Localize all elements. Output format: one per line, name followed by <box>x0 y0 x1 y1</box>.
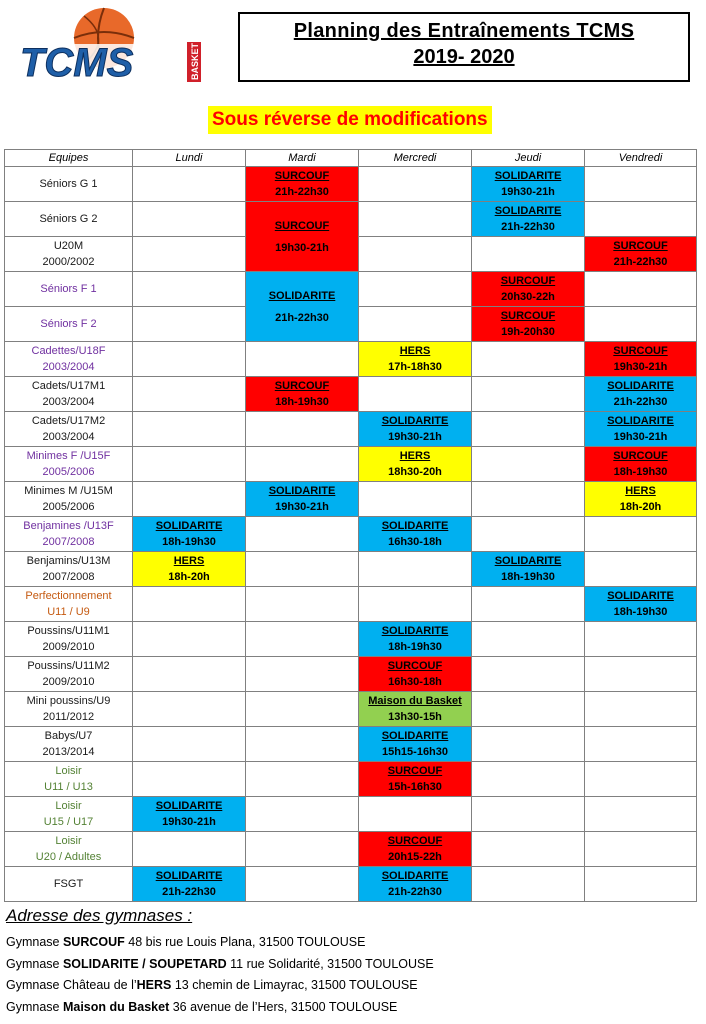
empty-cell <box>359 587 472 622</box>
team-name: U20M <box>53 240 84 252</box>
empty-cell <box>472 762 585 797</box>
gym-name: SURCOUF <box>387 660 443 672</box>
empty-cell <box>133 482 246 517</box>
empty-cell <box>246 692 359 727</box>
team-name: Mini poussins/U9 <box>26 695 111 707</box>
training-schedule-table <box>4 149 697 902</box>
team-name: Minimes M /U15M <box>24 485 113 497</box>
table-row <box>5 167 697 202</box>
team-cell <box>5 622 133 657</box>
empty-cell <box>133 377 246 412</box>
team-years: 2005/2006 <box>42 466 95 478</box>
table-row <box>5 692 697 727</box>
empty-cell <box>585 657 697 692</box>
slot-cell <box>246 167 359 202</box>
gym-name: SURCOUF <box>613 240 668 252</box>
table-row <box>5 202 697 237</box>
empty-cell <box>359 167 472 202</box>
table-row <box>5 517 697 552</box>
empty-cell <box>246 832 359 867</box>
team-cell <box>5 587 133 622</box>
gym-name: SOLIDARITE <box>607 415 674 427</box>
slot-time: 21h-22h30 <box>275 186 329 198</box>
team-years: U11 / U13 <box>44 781 93 793</box>
address-street: 11 rue Solidarité, 31500 TOULOUSE <box>226 956 434 971</box>
gym-name: SOLIDARITE <box>607 380 674 392</box>
column-header: Equipes <box>5 150 133 167</box>
gym-name: HERS <box>173 555 205 567</box>
slot-cell <box>359 622 472 657</box>
empty-cell <box>585 692 697 727</box>
team-cell <box>5 237 133 272</box>
slot-cell <box>359 447 472 482</box>
slot-time: 19h30-21h <box>613 361 668 373</box>
empty-cell <box>359 272 472 307</box>
tcms-logo <box>12 6 204 86</box>
team-years: U15 / U17 <box>43 816 94 828</box>
empty-cell <box>246 447 359 482</box>
table-row <box>5 412 697 447</box>
empty-cell <box>359 377 472 412</box>
slot-cell <box>472 202 585 237</box>
empty-cell <box>359 202 472 237</box>
slot-cell <box>133 517 246 552</box>
empty-cell <box>133 622 246 657</box>
slot-time: 16h30-18h <box>388 676 442 688</box>
slot-time: 21h-22h30 <box>613 396 668 408</box>
gym-name: SURCOUF <box>274 380 330 392</box>
slot-time: 21h-22h30 <box>388 886 442 898</box>
gym-name: SOLIDARITE <box>268 289 336 302</box>
slot-time: 13h30-15h <box>388 711 442 723</box>
slot-time: 20h30-22h <box>501 291 555 303</box>
slot-time: 19h30-21h <box>388 431 442 443</box>
modification-notice: Sous réverse de modifications <box>208 106 492 134</box>
gym-name: SOLIDARITE <box>381 870 449 882</box>
address-line <box>6 975 434 997</box>
empty-cell <box>585 167 697 202</box>
empty-cell <box>472 447 585 482</box>
empty-cell <box>585 727 697 762</box>
team-name: FSGT <box>53 878 84 890</box>
slot-cell <box>585 412 697 447</box>
team-years: 2003/2004 <box>42 431 95 443</box>
team-years: 2011/2012 <box>42 711 95 723</box>
slot-time: 21h-22h30 <box>501 221 555 233</box>
team-name: Séniors F 1 <box>40 283 97 295</box>
slot-time: 19h-20h30 <box>501 326 555 338</box>
slot-time: 18h-19h30 <box>275 396 329 408</box>
gym-name: HERS <box>399 450 431 462</box>
slot-time: 15h-16h30 <box>388 781 442 793</box>
empty-cell <box>133 307 246 342</box>
empty-cell <box>133 272 246 307</box>
address-line <box>6 954 434 976</box>
logo-subtext: BASKET <box>190 42 200 80</box>
column-header: Jeudi <box>472 150 585 167</box>
table-row <box>5 727 697 762</box>
empty-cell <box>472 657 585 692</box>
team-name: Séniors G 2 <box>39 213 98 225</box>
gym-name: SOLIDARITE <box>381 520 449 532</box>
gym-name: SURCOUF <box>274 170 330 182</box>
empty-cell <box>585 762 697 797</box>
addresses-heading: Adresse des gymnases : <box>6 906 193 925</box>
slot-time: 15h15-16h30 <box>381 746 449 758</box>
slot-time: 16h30-18h <box>388 536 442 548</box>
team-cell <box>5 727 133 762</box>
gym-name: SURCOUF <box>613 345 668 357</box>
team-name: Séniors G 1 <box>39 178 98 190</box>
team-years: 2003/2004 <box>42 361 95 373</box>
slot-cell <box>585 237 697 272</box>
slot-cell <box>359 727 472 762</box>
empty-cell <box>472 622 585 657</box>
team-cell <box>5 482 133 517</box>
empty-cell <box>246 657 359 692</box>
team-cell <box>5 167 133 202</box>
team-years: 2009/2010 <box>42 676 95 688</box>
season: 2019- 2020 <box>413 46 515 68</box>
empty-cell <box>472 692 585 727</box>
slot-cell <box>133 867 246 902</box>
team-name: Cadets/U17M1 <box>31 380 106 392</box>
empty-cell <box>472 727 585 762</box>
gym-name: SOLIDARITE <box>381 730 449 742</box>
empty-cell <box>246 517 359 552</box>
empty-cell <box>246 342 359 377</box>
table-row <box>5 867 697 902</box>
team-years: 2007/2008 <box>42 571 95 583</box>
empty-cell <box>246 552 359 587</box>
column-header: Mardi <box>246 150 359 167</box>
table-row <box>5 762 697 797</box>
team-years: 2003/2004 <box>42 396 95 408</box>
table-row <box>5 342 697 377</box>
slot-cell <box>359 342 472 377</box>
empty-cell <box>133 657 246 692</box>
empty-cell <box>246 622 359 657</box>
logo-text: TCMS <box>20 41 134 85</box>
slot-time: 19h30-21h <box>275 501 329 513</box>
team-years: 2009/2010 <box>42 641 95 653</box>
gym-name: SOLIDARITE <box>155 520 223 532</box>
table-row <box>5 272 697 307</box>
table-row <box>5 832 697 867</box>
slot-time: 18h-20h <box>619 501 662 513</box>
team-years: U11 / U9 <box>47 606 90 618</box>
title-box <box>238 12 690 82</box>
gym-name: SURCOUF <box>387 765 443 777</box>
table-row <box>5 622 697 657</box>
slot-time: 19h30-21h <box>162 816 216 828</box>
gym-name: SOLIDARITE <box>381 415 449 427</box>
empty-cell <box>472 237 585 272</box>
team-cell <box>5 377 133 412</box>
team-name: Poussins/U11M2 <box>27 660 110 672</box>
gym-name: SURCOUF <box>62 935 125 949</box>
empty-cell <box>472 832 585 867</box>
slot-cell <box>585 447 697 482</box>
team-name: Loisir <box>55 765 82 777</box>
address-prefix: Gymnase <box>6 956 63 971</box>
slot-time: 19h30-21h <box>613 431 668 443</box>
slot-time: 18h-19h30 <box>613 606 668 618</box>
address-prefix: Gymnase <box>6 999 63 1014</box>
slot-time: 18h-19h30 <box>501 571 555 583</box>
slot-cell <box>359 762 472 797</box>
team-cell <box>5 202 133 237</box>
empty-cell <box>472 797 585 832</box>
address-line <box>6 997 434 1019</box>
team-name: Loisir <box>55 835 82 847</box>
team-years: 2000/2002 <box>42 256 95 268</box>
empty-cell <box>246 762 359 797</box>
team-name: Cadettes/U18F <box>31 345 106 357</box>
team-cell <box>5 307 133 342</box>
slot-time: 17h-18h30 <box>388 361 442 373</box>
empty-cell <box>472 867 585 902</box>
empty-cell <box>246 412 359 447</box>
slot-cell <box>472 552 585 587</box>
table-row <box>5 797 697 832</box>
team-name: Séniors F 2 <box>40 318 97 330</box>
slot-cell <box>359 517 472 552</box>
empty-cell <box>246 867 359 902</box>
team-years: U20 / Adultes <box>35 851 102 863</box>
slot-cell <box>359 867 472 902</box>
slot-time: 18h-19h30 <box>162 536 216 548</box>
slot-cell <box>246 202 359 272</box>
team-cell <box>5 762 133 797</box>
gym-name: SURCOUF <box>613 450 668 462</box>
empty-cell <box>585 797 697 832</box>
empty-cell <box>585 517 697 552</box>
table-row <box>5 657 697 692</box>
team-years: 2013/2014 <box>42 746 95 758</box>
column-header: Mercredi <box>359 150 472 167</box>
gym-name: HERS <box>625 485 656 497</box>
team-cell <box>5 447 133 482</box>
address-street: 48 bis rue Louis Plana, 31500 TOULOUSE <box>124 935 366 949</box>
empty-cell <box>585 552 697 587</box>
empty-cell <box>246 587 359 622</box>
gym-name: SOLIDARITE / SOUPETARD <box>62 956 227 971</box>
slot-time: 18h30-20h <box>388 466 442 478</box>
column-header: Vendredi <box>585 150 697 167</box>
slot-cell <box>585 482 697 517</box>
gym-name: SOLIDARITE <box>494 555 562 567</box>
empty-cell <box>585 832 697 867</box>
team-name: Cadets/U17M2 <box>31 415 106 427</box>
team-cell <box>5 552 133 587</box>
team-cell <box>5 797 133 832</box>
empty-cell <box>585 622 697 657</box>
address-line <box>6 932 434 954</box>
slot-cell <box>246 377 359 412</box>
empty-cell <box>133 342 246 377</box>
empty-cell <box>585 867 697 902</box>
gym-name: SOLIDARITE <box>381 625 449 637</box>
slot-cell <box>359 412 472 447</box>
gym-name: SOLIDARITE <box>607 590 674 602</box>
team-name: Babys/U7 <box>44 730 93 742</box>
slot-cell <box>359 657 472 692</box>
team-cell <box>5 412 133 447</box>
empty-cell <box>133 832 246 867</box>
gym-name: SOLIDARITE <box>494 170 562 182</box>
slot-time: 21h-22h30 <box>275 311 329 324</box>
slot-cell <box>246 482 359 517</box>
header-row <box>5 150 697 167</box>
slot-cell <box>585 587 697 622</box>
empty-cell <box>359 237 472 272</box>
slot-cell <box>133 797 246 832</box>
empty-cell <box>472 587 585 622</box>
slot-cell <box>133 552 246 587</box>
slot-cell <box>359 692 472 727</box>
page-title: Planning des Entraînements TCMS <box>293 20 635 42</box>
slot-cell <box>585 377 697 412</box>
team-name: Perfectionnement <box>25 590 112 602</box>
team-name: Poussins/U11M1 <box>27 625 110 637</box>
gym-name: Maison du Basket <box>368 695 462 707</box>
table-row <box>5 377 697 412</box>
slot-cell <box>472 307 585 342</box>
empty-cell <box>585 272 697 307</box>
empty-cell <box>133 587 246 622</box>
gym-name: SOLIDARITE <box>268 485 336 497</box>
empty-cell <box>359 797 472 832</box>
slot-cell <box>585 342 697 377</box>
empty-cell <box>359 482 472 517</box>
addresses-list <box>6 932 434 1018</box>
slot-time: 18h-20h <box>168 571 210 583</box>
team-cell <box>5 272 133 307</box>
gym-name: HERS <box>136 978 172 992</box>
slot-time: 21h-22h30 <box>162 886 216 898</box>
basketball-logo-icon <box>12 6 204 86</box>
empty-cell <box>472 517 585 552</box>
empty-cell <box>359 552 472 587</box>
slot-time: 18h-19h30 <box>388 641 442 653</box>
empty-cell <box>246 797 359 832</box>
address-street: 13 chemin de Limayrac, 31500 TOULOUSE <box>171 978 418 992</box>
empty-cell <box>472 377 585 412</box>
empty-cell <box>133 167 246 202</box>
gym-name: SOLIDARITE <box>155 800 223 812</box>
team-name: Loisir <box>55 800 82 812</box>
empty-cell <box>133 727 246 762</box>
empty-cell <box>585 307 697 342</box>
empty-cell <box>472 342 585 377</box>
empty-cell <box>472 482 585 517</box>
slot-cell <box>359 832 472 867</box>
table-row <box>5 482 697 517</box>
slot-time: 18h-19h30 <box>613 466 668 478</box>
gym-name: SURCOUF <box>387 835 443 847</box>
team-cell <box>5 342 133 377</box>
table-row <box>5 587 697 622</box>
gym-name: SOLIDARITE <box>494 205 562 217</box>
empty-cell <box>133 412 246 447</box>
slot-time: 19h30-21h <box>275 241 329 254</box>
empty-cell <box>585 202 697 237</box>
gym-name: SURCOUF <box>274 219 330 232</box>
gym-name: SOLIDARITE <box>155 870 223 882</box>
slot-cell <box>472 167 585 202</box>
team-name: Minimes F /U15F <box>26 450 111 462</box>
empty-cell <box>133 762 246 797</box>
table-row <box>5 552 697 587</box>
slot-cell <box>472 272 585 307</box>
team-years: 2007/2008 <box>42 536 95 548</box>
gym-name: Maison du Basket <box>62 999 170 1014</box>
gym-name: SURCOUF <box>500 275 556 287</box>
slot-time: 20h15-22h <box>388 851 442 863</box>
slot-time: 19h30-21h <box>501 186 555 198</box>
address-prefix: Gymnase <box>6 935 63 949</box>
team-cell <box>5 832 133 867</box>
slot-cell <box>246 272 359 342</box>
empty-cell <box>133 237 246 272</box>
table-row <box>5 447 697 482</box>
empty-cell <box>133 692 246 727</box>
gym-name: HERS <box>399 345 431 357</box>
empty-cell <box>133 202 246 237</box>
team-cell <box>5 517 133 552</box>
empty-cell <box>472 412 585 447</box>
team-name: Benjamines /U13F <box>23 520 114 532</box>
empty-cell <box>359 307 472 342</box>
column-header: Lundi <box>133 150 246 167</box>
slot-time: 21h-22h30 <box>613 256 668 268</box>
team-name: Benjamins/U13M <box>26 555 111 567</box>
empty-cell <box>133 447 246 482</box>
team-cell <box>5 657 133 692</box>
team-years: 2005/2006 <box>42 501 95 513</box>
team-cell <box>5 867 133 902</box>
team-cell <box>5 692 133 727</box>
empty-cell <box>246 727 359 762</box>
address-street: 36 avenue de l’Hers, 31500 TOULOUSE <box>169 999 398 1014</box>
gym-name: SURCOUF <box>500 310 556 322</box>
address-prefix: Gymnase Château de l’ <box>6 978 137 992</box>
